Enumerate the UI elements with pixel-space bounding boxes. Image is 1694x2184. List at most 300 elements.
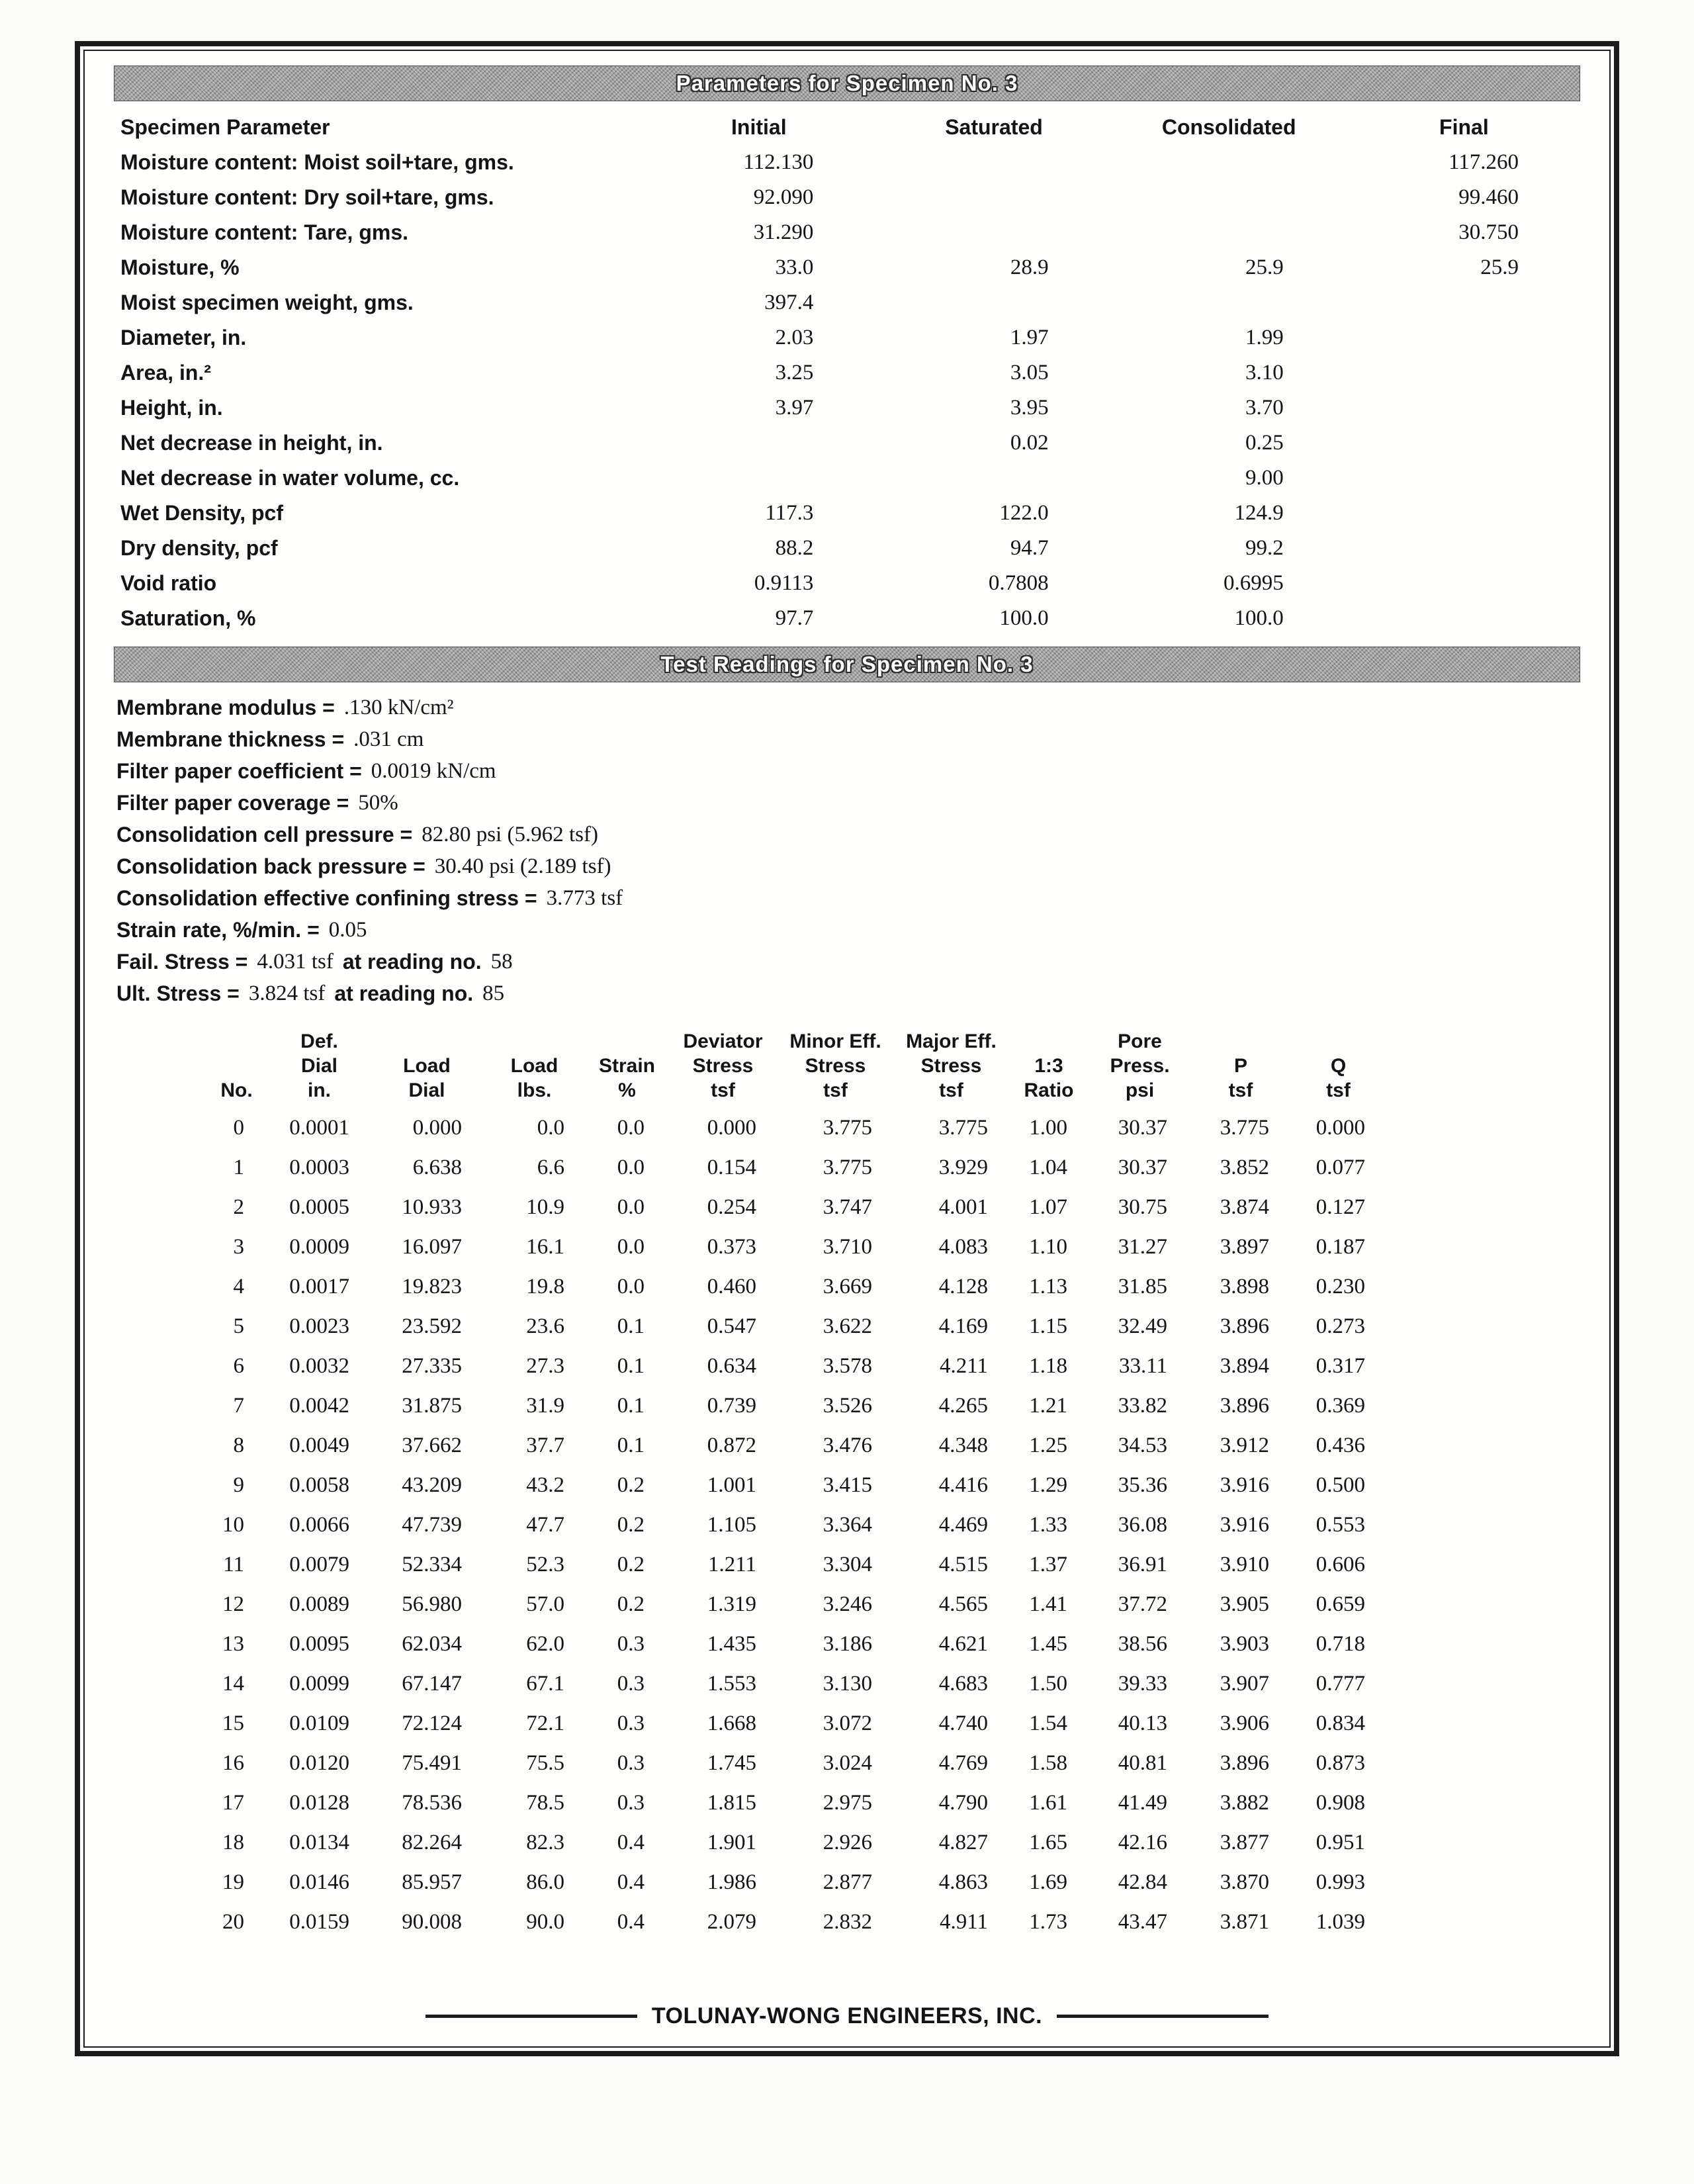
reading-row: [205, 1545, 1386, 1584]
test-info-list: [116, 692, 1582, 1009]
readings-header-line: Q: [1330, 1055, 1347, 1077]
parameters-column-header: Final: [1439, 114, 1489, 139]
reading-value: 0.4: [617, 1830, 645, 1854]
parameter-label: Moisture content: Moist soil+tare, gms.: [120, 150, 514, 174]
readings-header-line: Load: [403, 1055, 451, 1077]
readings-column-header-minor-eff-stress-tsf: [778, 1029, 893, 1108]
reading-value: 7: [233, 1393, 244, 1418]
reading-value: 0.739: [707, 1393, 756, 1418]
reading-value: 33.82: [1118, 1393, 1167, 1418]
parameter-value: 1.97: [1010, 326, 1049, 349]
reading-value: 72.124: [402, 1711, 462, 1735]
reading-value: 0.4: [617, 1870, 645, 1894]
reading-value: 1.07: [1029, 1195, 1067, 1219]
reading-value: 3.186: [823, 1631, 872, 1656]
reading-value: 0.369: [1315, 1393, 1365, 1418]
readings-header-line: tsf: [711, 1079, 735, 1101]
parameters-header-row: [112, 109, 1582, 145]
reading-value: 4.416: [938, 1473, 988, 1497]
footer-rule-right: [1057, 2015, 1269, 2018]
reading-value: 0.1: [617, 1314, 645, 1338]
reading-value: 0.0: [617, 1115, 645, 1140]
reading-value: 3.882: [1220, 1790, 1269, 1815]
parameter-label: Net decrease in water volume, cc.: [120, 466, 460, 490]
test-info-value: 4.031 tsf: [257, 949, 334, 974]
readings-header-line: lbs.: [517, 1079, 552, 1101]
reading-value: 3.476: [823, 1433, 872, 1457]
parameter-value: [641, 461, 876, 496]
reading-value: 3: [233, 1234, 244, 1259]
parameter-value: 100.0: [999, 606, 1049, 630]
readings-header-line: [371, 1029, 483, 1054]
reading-value: 0.0095: [289, 1631, 349, 1656]
reading-value: 0.2: [617, 1473, 645, 1497]
reading-value: 1.45: [1029, 1631, 1067, 1656]
parameter-row: [112, 215, 1582, 250]
reading-value: 0.2: [617, 1552, 645, 1576]
reading-value: 11: [223, 1552, 244, 1576]
parameters-section-title: Parameters for Specimen No. 3: [676, 71, 1018, 95]
parameter-value: 124.9: [1234, 501, 1284, 525]
reading-value: 3.916: [1220, 1512, 1269, 1537]
reading-value: 42.16: [1118, 1830, 1167, 1854]
reading-value: 0.0159: [289, 1909, 349, 1934]
parameters-column-header: Initial: [731, 114, 787, 139]
parameter-value: [876, 215, 1111, 250]
reading-value: 9: [233, 1473, 244, 1497]
parameter-row: [112, 390, 1582, 426]
reading-value: 37.72: [1118, 1592, 1167, 1616]
page-border-outer: [75, 41, 1619, 2056]
reading-value: 38.56: [1118, 1631, 1167, 1656]
reading-value: 33.11: [1118, 1353, 1167, 1378]
parameter-value: [641, 426, 876, 461]
reading-row: [205, 1823, 1386, 1862]
readings-section-title: Test Readings for Specimen No. 3: [660, 652, 1034, 676]
reading-value: 62.0: [526, 1631, 564, 1656]
reading-value: 0.993: [1315, 1870, 1365, 1894]
reading-row: [205, 1267, 1386, 1306]
reading-value: 52.334: [402, 1552, 462, 1576]
reading-value: 0.606: [1315, 1552, 1365, 1576]
reading-value: 3.916: [1220, 1473, 1269, 1497]
reading-value: 0.547: [707, 1314, 756, 1338]
reading-row: [205, 1187, 1386, 1227]
readings-header-line: %: [618, 1079, 636, 1101]
parameter-value: 3.10: [1245, 361, 1284, 385]
reading-value: 8: [233, 1433, 244, 1457]
parameter-row: [112, 601, 1582, 636]
parameter-value: [1347, 390, 1582, 426]
reading-value: 1.21: [1029, 1393, 1067, 1418]
parameter-value: [876, 180, 1111, 215]
parameter-value: [1347, 496, 1582, 531]
parameter-value: 100.0: [1234, 606, 1284, 630]
reading-value: 4.211: [939, 1353, 988, 1378]
reading-value: 39.33: [1118, 1671, 1167, 1696]
reading-value: 3.130: [823, 1671, 872, 1696]
parameter-label: Saturation, %: [120, 606, 256, 630]
reading-value: 4.565: [938, 1592, 988, 1616]
reading-value: 3.910: [1220, 1552, 1269, 1576]
parameter-value: 0.7808: [988, 571, 1049, 595]
reading-value: 3.578: [823, 1353, 872, 1378]
reading-value: 3.622: [823, 1314, 872, 1338]
reading-value: 52.3: [526, 1552, 564, 1576]
reading-value: 0.0: [537, 1115, 564, 1140]
reading-value: 30.37: [1118, 1115, 1167, 1140]
reading-value: 5: [233, 1314, 244, 1338]
reading-value: 14: [222, 1671, 244, 1696]
parameter-value: [876, 461, 1111, 496]
reading-value: 0.273: [1315, 1314, 1365, 1338]
reading-value: 32.49: [1118, 1314, 1167, 1338]
readings-header-line: Def.: [300, 1030, 338, 1052]
parameter-value: [1347, 566, 1582, 601]
parameter-value: 122.0: [999, 501, 1049, 525]
reading-value: 30.75: [1118, 1195, 1167, 1219]
reading-value: 1.745: [707, 1751, 756, 1775]
reading-value: 4.827: [938, 1830, 988, 1854]
reading-value: 0.0089: [289, 1592, 349, 1616]
reading-value: 3.897: [1220, 1234, 1269, 1259]
reading-value: 3.669: [823, 1274, 872, 1298]
readings-header-line: Dial: [408, 1079, 445, 1101]
reading-value: 31.85: [1118, 1274, 1167, 1298]
reading-value: 0.951: [1315, 1830, 1365, 1854]
reading-row: [205, 1505, 1386, 1545]
reading-value: 3.364: [823, 1512, 872, 1537]
reading-value: 31.27: [1118, 1234, 1167, 1259]
readings-header-line: Deviator: [683, 1030, 763, 1052]
reading-value: 37.7: [526, 1433, 564, 1457]
page-border-inner: [83, 50, 1611, 2048]
reading-value: 1.435: [707, 1631, 756, 1656]
reading-value: 19.8: [526, 1274, 564, 1298]
test-info-value: 0.05: [328, 917, 367, 942]
reading-value: 0.553: [1315, 1512, 1365, 1537]
reading-value: 4.001: [938, 1195, 988, 1219]
reading-value: 0.0023: [289, 1314, 349, 1338]
reading-value: 6.638: [412, 1155, 462, 1179]
reading-value: 2: [233, 1195, 244, 1219]
reading-value: 1.105: [707, 1512, 756, 1537]
parameter-row: [112, 426, 1582, 461]
report-footer: [112, 1999, 1582, 2033]
test-info-label: Ult. Stress =: [116, 981, 240, 1005]
parameters-table-body: [112, 145, 1582, 636]
reading-value: 3.775: [823, 1115, 872, 1140]
reading-value: 4.863: [938, 1870, 988, 1894]
reading-value: 1.04: [1029, 1155, 1067, 1179]
reading-value: 0.460: [707, 1274, 756, 1298]
readings-header-line: Dial: [300, 1055, 338, 1077]
reading-value: 0.0049: [289, 1433, 349, 1457]
reading-value: 4.769: [938, 1751, 988, 1775]
reading-row: [205, 1624, 1386, 1664]
reading-value: 86.0: [526, 1870, 564, 1894]
reading-value: 0.777: [1315, 1671, 1365, 1696]
reading-value: 13: [222, 1631, 244, 1656]
parameter-value: 1.99: [1245, 326, 1284, 349]
reading-value: 78.5: [526, 1790, 564, 1815]
reading-value: 0.127: [1315, 1195, 1365, 1219]
parameter-value: [876, 145, 1111, 180]
reading-value: 0.834: [1315, 1711, 1365, 1735]
reading-value: 43.209: [402, 1473, 462, 1497]
reading-value: 1: [233, 1155, 244, 1179]
reading-value: 0.718: [1315, 1631, 1365, 1656]
reading-value: 1.815: [707, 1790, 756, 1815]
reading-value: 3.072: [823, 1711, 872, 1735]
reading-value: 4.169: [938, 1314, 988, 1338]
parameter-value: [1347, 285, 1582, 320]
readings-header-line: [586, 1029, 668, 1054]
reading-value: 57.0: [526, 1592, 564, 1616]
parameter-label: Moisture, %: [120, 255, 240, 279]
reading-value: 3.874: [1220, 1195, 1269, 1219]
parameter-label: Wet Density, pcf: [120, 501, 283, 525]
reading-row: [205, 1743, 1386, 1783]
reading-value: 0.659: [1315, 1592, 1365, 1616]
reading-value: 1.211: [707, 1552, 756, 1576]
reading-value: 42.84: [1118, 1870, 1167, 1894]
parameter-row: [112, 461, 1582, 496]
reading-value: 1.668: [707, 1711, 756, 1735]
parameter-value: 88.2: [775, 536, 814, 560]
reading-value: 0.0: [617, 1195, 645, 1219]
readings-header-line: [483, 1029, 586, 1054]
readings-header-line: Strain: [598, 1055, 656, 1077]
reading-value: 0.3: [617, 1790, 645, 1815]
reading-value: 3.877: [1220, 1830, 1269, 1854]
reading-value: 0.634: [707, 1353, 756, 1378]
reading-value: 4.469: [938, 1512, 988, 1537]
test-info-line: [116, 850, 1582, 882]
reading-value: 0.000: [707, 1115, 756, 1140]
reading-value: 1.13: [1029, 1274, 1067, 1298]
reading-value: 12: [222, 1592, 244, 1616]
parameter-label: Dry density, pcf: [120, 536, 278, 560]
reading-value: 1.15: [1029, 1314, 1067, 1338]
reading-value: 1.73: [1029, 1909, 1067, 1934]
reading-value: 0.0009: [289, 1234, 349, 1259]
reading-value: 1.18: [1029, 1353, 1067, 1378]
readings-column-header-p-tsf: [1191, 1029, 1290, 1108]
readings-header-line: in.: [308, 1079, 331, 1101]
reading-value: 75.5: [526, 1751, 564, 1775]
reading-row: [205, 1862, 1386, 1902]
reading-value: 0.0: [617, 1234, 645, 1259]
reading-value: 0.908: [1315, 1790, 1365, 1815]
reading-value: 1.69: [1029, 1870, 1067, 1894]
reading-value: 2.079: [707, 1909, 756, 1934]
parameter-row: [112, 320, 1582, 355]
test-info-value: 0.0019 kN/cm: [371, 758, 496, 783]
parameter-value: 2.03: [775, 326, 814, 349]
reading-value: 0.4: [617, 1909, 645, 1934]
reading-value: 16: [222, 1751, 244, 1775]
reading-value: 31.875: [402, 1393, 462, 1418]
parameter-value: [1112, 215, 1347, 250]
test-info-label: Strain rate, %/min. =: [116, 917, 320, 942]
test-info-value: .031 cm: [353, 727, 424, 751]
reading-value: 2.877: [823, 1870, 872, 1894]
reading-value: 3.775: [823, 1155, 872, 1179]
parameter-value: 31.290: [753, 220, 814, 244]
reading-row: [205, 1306, 1386, 1346]
reading-value: 3.894: [1220, 1353, 1269, 1378]
reading-value: 1.901: [707, 1830, 756, 1854]
reading-value: 1.50: [1029, 1671, 1067, 1696]
reading-value: 0.230: [1315, 1274, 1365, 1298]
test-info-value: .130 kN/cm²: [343, 695, 454, 719]
reading-value: 0.500: [1315, 1473, 1365, 1497]
test-info-value: 58: [490, 949, 513, 974]
readings-column-header-def-dial-in: [268, 1029, 371, 1108]
reading-value: 0.872: [707, 1433, 756, 1457]
reading-value: 1.553: [707, 1671, 756, 1696]
readings-header-line: tsf: [1228, 1079, 1253, 1101]
reading-value: 3.775: [938, 1115, 988, 1140]
reading-value: 1.039: [1315, 1909, 1365, 1934]
parameter-value: 3.70: [1245, 396, 1284, 420]
test-info-label: Consolidation back pressure =: [116, 854, 425, 878]
readings-column-header-load-lbs: [483, 1029, 586, 1108]
parameter-value: [1347, 320, 1582, 355]
reading-value: 23.592: [402, 1314, 462, 1338]
footer-rule-left: [425, 2015, 637, 2018]
test-info-line: [116, 755, 1582, 787]
reading-value: 4.911: [939, 1909, 988, 1934]
readings-header-line: Load: [510, 1055, 558, 1077]
reading-value: 0.154: [707, 1155, 756, 1179]
reading-value: 82.264: [402, 1830, 462, 1854]
reading-value: 0.0: [617, 1274, 645, 1298]
test-info-value: 82.80 psi (5.962 tsf): [422, 822, 598, 846]
reading-row: [205, 1664, 1386, 1704]
reading-value: 3.907: [1220, 1671, 1269, 1696]
reading-value: 37.662: [402, 1433, 462, 1457]
reading-value: 0.0: [617, 1155, 645, 1179]
reading-value: 72.1: [526, 1711, 564, 1735]
reading-row: [205, 1148, 1386, 1187]
reading-value: 3.852: [1220, 1155, 1269, 1179]
reading-value: 0.0066: [289, 1512, 349, 1537]
reading-value: 1.37: [1029, 1552, 1067, 1576]
reading-row: [205, 1108, 1386, 1148]
reading-value: 1.001: [707, 1473, 756, 1497]
parameter-value: 25.9: [1480, 255, 1519, 279]
reading-value: 36.91: [1118, 1552, 1167, 1576]
reading-value: 0.187: [1315, 1234, 1365, 1259]
readings-header-line: Pore: [1118, 1030, 1162, 1052]
reading-value: 20: [222, 1909, 244, 1934]
reading-value: 4: [233, 1274, 244, 1298]
readings-column-header-one-to-three-ratio: [1009, 1029, 1089, 1108]
readings-header-line: [205, 1054, 268, 1078]
reading-value: 3.710: [823, 1234, 872, 1259]
reading-value: 4.683: [938, 1671, 988, 1696]
reading-value: 0.077: [1315, 1155, 1365, 1179]
reading-value: 82.3: [526, 1830, 564, 1854]
parameter-value: [1347, 355, 1582, 390]
parameter-value: 9.00: [1245, 466, 1284, 490]
reading-value: 85.957: [402, 1870, 462, 1894]
reading-row: [205, 1227, 1386, 1267]
readings-header-line: [1009, 1029, 1089, 1054]
reading-value: 0.0128: [289, 1790, 349, 1815]
parameter-value: [1112, 180, 1347, 215]
reading-value: 36.08: [1118, 1512, 1167, 1537]
parameter-value: 0.9113: [754, 571, 814, 595]
reading-value: 35.36: [1118, 1473, 1167, 1497]
readings-table: [205, 1029, 1386, 1942]
reading-value: 0.3: [617, 1711, 645, 1735]
parameter-value: 0.6995: [1224, 571, 1284, 595]
reading-value: 3.912: [1220, 1433, 1269, 1457]
parameter-row: [112, 285, 1582, 320]
reading-row: [205, 1704, 1386, 1743]
parameter-row: [112, 531, 1582, 566]
parameter-value: 28.9: [1010, 255, 1049, 279]
reading-value: 0: [233, 1115, 244, 1140]
parameters-table: [112, 109, 1582, 636]
reading-value: 6: [233, 1353, 244, 1378]
reading-value: 1.319: [707, 1592, 756, 1616]
reading-value: 0.000: [412, 1115, 462, 1140]
reading-value: 3.898: [1220, 1274, 1269, 1298]
readings-header-line: 1:3: [1034, 1055, 1063, 1077]
reading-value: 0.373: [707, 1234, 756, 1259]
reading-value: 3.870: [1220, 1870, 1269, 1894]
readings-header-line: Ratio: [1024, 1079, 1074, 1101]
reading-value: 90.008: [402, 1909, 462, 1934]
reading-value: 10: [222, 1512, 244, 1537]
readings-header-line: Press.: [1110, 1055, 1170, 1077]
parameter-value: 3.95: [1010, 396, 1049, 420]
readings-header-line: tsf: [939, 1079, 963, 1101]
reading-value: 0.1: [617, 1393, 645, 1418]
reading-value: 0.3: [617, 1751, 645, 1775]
readings-section-banner: [114, 647, 1580, 682]
reading-row: [205, 1465, 1386, 1505]
parameter-row: [112, 496, 1582, 531]
test-info-line: [116, 787, 1582, 819]
parameters-column-header: Saturated: [945, 114, 1043, 139]
footer-company-name: TOLUNAY-WONG ENGINEERS, INC.: [651, 2003, 1043, 2028]
reading-value: 27.335: [402, 1353, 462, 1378]
reading-row: [205, 1426, 1386, 1465]
reading-row: [205, 1386, 1386, 1426]
reading-value: 0.3: [617, 1631, 645, 1656]
reading-row: [205, 1346, 1386, 1386]
readings-header-line: Stress: [805, 1055, 866, 1077]
reading-row: [205, 1584, 1386, 1624]
reading-value: 0.2: [617, 1592, 645, 1616]
reading-value: 0.0146: [289, 1870, 349, 1894]
readings-column-header-deviator-stress-tsf: [668, 1029, 778, 1108]
parameter-label: Diameter, in.: [120, 326, 247, 349]
parameter-value: 3.25: [775, 361, 814, 385]
parameter-label: Net decrease in height, in.: [120, 431, 383, 455]
readings-table-body: [205, 1108, 1386, 1942]
parameter-value: 117.260: [1448, 150, 1519, 174]
reading-value: 3.024: [823, 1751, 872, 1775]
reading-value: 4.790: [938, 1790, 988, 1815]
reading-value: 10.933: [402, 1195, 462, 1219]
reading-value: 0.2: [617, 1512, 645, 1537]
